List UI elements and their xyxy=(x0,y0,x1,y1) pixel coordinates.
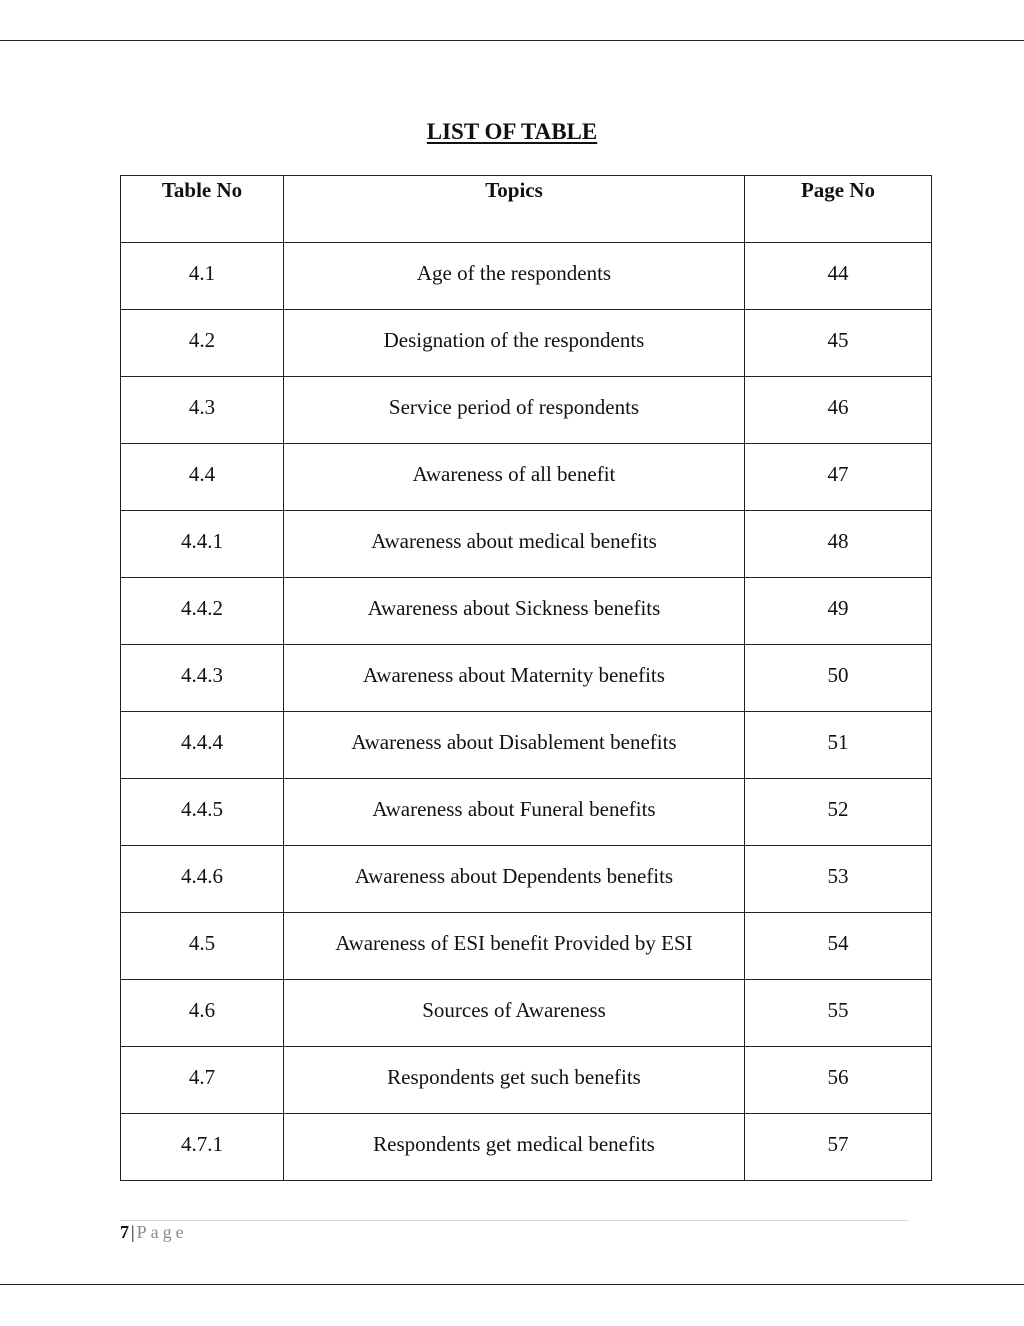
table-page: 45 xyxy=(745,310,932,377)
table-topic: Awareness about medical benefits xyxy=(284,511,745,578)
page-label: Page xyxy=(136,1222,188,1242)
table-topic: Awareness about Sickness benefits xyxy=(284,578,745,645)
table-row xyxy=(121,1047,932,1114)
table-number: 4.4.2 xyxy=(121,578,284,645)
table-number: 4.4.6 xyxy=(121,846,284,913)
table-topic: Respondents get medical benefits xyxy=(284,1114,745,1181)
page-separator: | xyxy=(131,1222,135,1242)
table-topic: Awareness about Funeral benefits xyxy=(284,779,745,846)
table-row xyxy=(121,712,932,779)
table-row xyxy=(121,511,932,578)
list-of-tables xyxy=(120,175,932,1181)
table-number: 4.2 xyxy=(121,310,284,377)
table-row xyxy=(121,846,932,913)
table-row xyxy=(121,779,932,846)
table-row xyxy=(121,578,932,645)
table-number: 4.4 xyxy=(121,444,284,511)
table-number: 4.4.3 xyxy=(121,645,284,712)
table-page: 57 xyxy=(745,1114,932,1181)
table-topic: Awareness about Disablement benefits xyxy=(284,712,745,779)
page-title: LIST OF TABLE xyxy=(426,119,598,144)
table-page: 51 xyxy=(745,712,932,779)
footer-rule xyxy=(120,1220,908,1221)
table-topic: Designation of the respondents xyxy=(284,310,745,377)
table-topic: Awareness about Dependents benefits xyxy=(284,846,745,913)
table-page: 52 xyxy=(745,779,932,846)
table-topic: Awareness of ESI benefit Provided by ESI xyxy=(284,913,745,980)
top-rule xyxy=(0,40,1024,41)
table-number: 4.5 xyxy=(121,913,284,980)
table-topic: Awareness about Maternity benefits xyxy=(284,645,745,712)
page-number: 7 xyxy=(120,1222,129,1242)
table-number: 4.4.4 xyxy=(121,712,284,779)
table-number: 4.7.1 xyxy=(121,1114,284,1181)
table-row xyxy=(121,310,932,377)
table-row xyxy=(121,377,932,444)
table-number: 4.7 xyxy=(121,1047,284,1114)
table-page: 44 xyxy=(745,243,932,310)
table-page: 48 xyxy=(745,511,932,578)
table-page: 50 xyxy=(745,645,932,712)
header-topics: Topics xyxy=(284,176,745,243)
table-header-row xyxy=(121,176,932,243)
header-page-no: Page No xyxy=(745,176,932,243)
header-table-no: Table No xyxy=(121,176,284,243)
table-topic: Service period of respondents xyxy=(284,377,745,444)
table-row xyxy=(121,444,932,511)
table-page: 53 xyxy=(745,846,932,913)
bottom-rule xyxy=(0,1284,1024,1285)
table-body xyxy=(121,243,932,1181)
table-page: 55 xyxy=(745,980,932,1047)
table-topic: Sources of Awareness xyxy=(284,980,745,1047)
table-topic: Respondents get such benefits xyxy=(284,1047,745,1114)
table-row xyxy=(121,1114,932,1181)
table-row xyxy=(121,913,932,980)
table-number: 4.6 xyxy=(121,980,284,1047)
table-number: 4.3 xyxy=(121,377,284,444)
table-row xyxy=(121,980,932,1047)
table-topic: Age of the respondents xyxy=(284,243,745,310)
table-page: 47 xyxy=(745,444,932,511)
table-page: 56 xyxy=(745,1047,932,1114)
table-number: 4.4.5 xyxy=(121,779,284,846)
table-row xyxy=(121,645,932,712)
table-row xyxy=(121,243,932,310)
table-topic: Awareness of all benefit xyxy=(284,444,745,511)
table-number: 4.1 xyxy=(121,243,284,310)
table-number: 4.4.1 xyxy=(121,511,284,578)
table-page: 49 xyxy=(745,578,932,645)
page-footer xyxy=(120,1222,188,1243)
table-page: 46 xyxy=(745,377,932,444)
table-page: 54 xyxy=(745,913,932,980)
